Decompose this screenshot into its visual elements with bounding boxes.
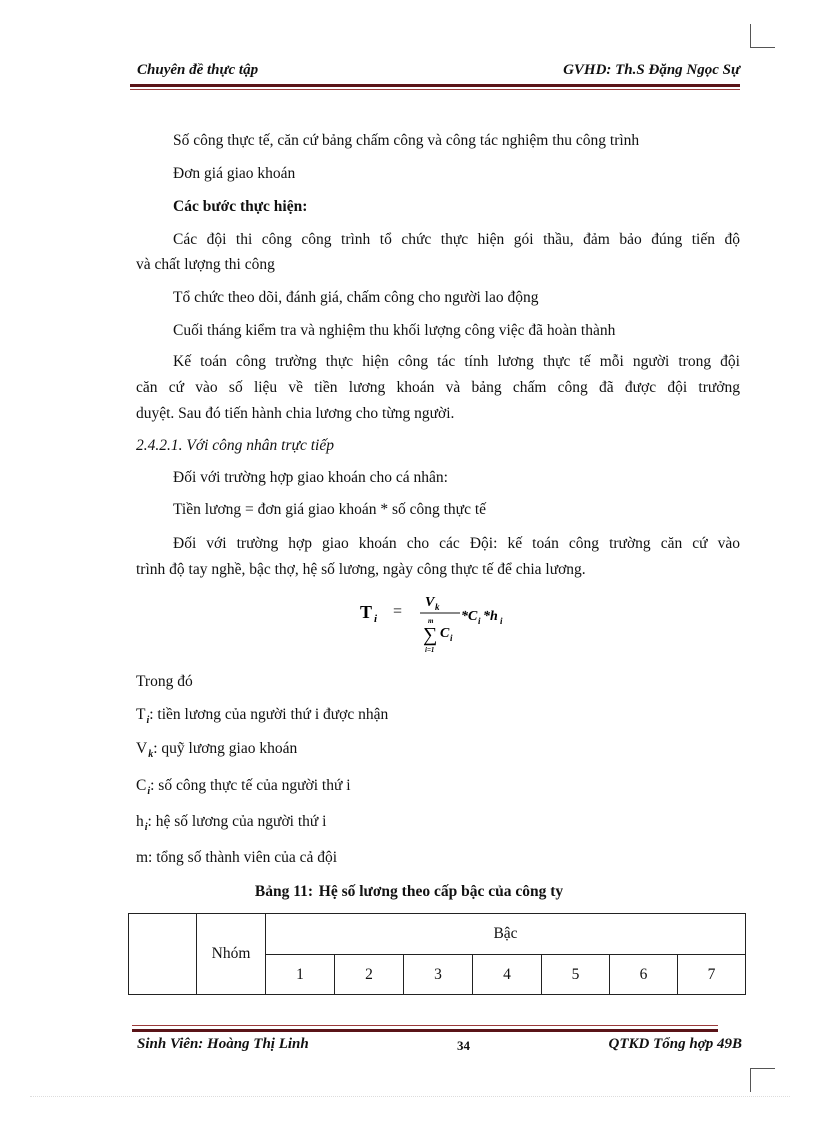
table-header-level: 3 xyxy=(403,954,473,995)
paragraph: Đơn giá giao khoán xyxy=(173,165,296,182)
sum-lower: i=1 xyxy=(425,646,435,654)
trong-do-label: Trong đó xyxy=(136,673,193,690)
formula-multiplier-h-sub: i xyxy=(500,616,503,626)
formula-denominator: C xyxy=(440,626,450,641)
table-header-level: 2 xyxy=(334,954,404,995)
subheading: Các bước thực hiện: xyxy=(173,198,308,215)
paragraph: Kế toán công trường thực hiện công tác tính lương thực tế mỗi người trong đội xyxy=(173,353,740,370)
formula-multiplier-c-sub: i xyxy=(478,616,481,626)
table-caption-label: Bảng 11: xyxy=(254,883,314,900)
formula-equals: = xyxy=(393,603,403,620)
sum-upper: m xyxy=(428,617,434,625)
footer-rule-thin xyxy=(132,1025,718,1026)
table-header-group: Nhóm xyxy=(196,913,266,995)
page-edge xyxy=(30,1096,790,1097)
footer-class: QTKD Tổng hợp 49B xyxy=(608,1036,742,1052)
paragraph: Các đội thi công công trình tổ chức thực hiện gói thầu, đảm bảo đúng tiến độ xyxy=(173,231,740,248)
definition-h: $h_i$: hệ số lương của người thứ i xyxy=(136,813,327,833)
header-rule xyxy=(130,84,740,87)
formula-numerator: V xyxy=(425,595,435,610)
table-caption-title: Hệ số lương theo cấp bậc của công ty xyxy=(318,883,564,900)
table-header-bac: Bậc xyxy=(265,913,746,955)
paragraph: Tổ chức theo dõi, đánh giá, chấm công cho người lao động xyxy=(173,289,539,306)
table-corner-cell xyxy=(128,913,197,995)
corner-mark-top xyxy=(751,47,775,48)
header-rule-thin xyxy=(130,89,740,90)
header-advisor: GVHD: Th.S Đặng Ngọc Sự xyxy=(563,62,740,78)
paragraph: Đối với trường hợp giao khoán cho các Đội: kế toán công trường căn cứ vào xyxy=(173,535,740,552)
table-header-level: 7 xyxy=(677,954,746,995)
footer-student: Sinh Viên: Hoàng Thị Linh xyxy=(137,1036,309,1052)
page-footer xyxy=(132,1034,742,1056)
sum-symbol: ∑ xyxy=(423,624,438,646)
section-heading: 2.4.2.1. Với công nhân trực tiếp xyxy=(136,437,334,454)
definition-v: $V_k$: quỹ lương giao khoán xyxy=(136,740,298,760)
salary-formula xyxy=(360,590,560,660)
definition-m: m: tổng số thành viên của cả đội xyxy=(136,849,338,866)
paragraph: Số công thực tế, căn cứ bảng chấm công và công tác nghiệm thu công trình xyxy=(173,132,640,149)
table-caption xyxy=(0,883,816,901)
paragraph: trình độ tay nghề, bậc thợ, hệ số lương, ngày công thực tế để chia lương. xyxy=(136,561,586,578)
corner-mark-bottom xyxy=(751,1068,775,1069)
table-header-level: 4 xyxy=(472,954,542,995)
footer-rule xyxy=(132,1029,718,1032)
formula-multiplier-h: *h xyxy=(483,609,498,624)
formula-multiplier-c: *C xyxy=(461,609,478,624)
paragraph: Tiền lương = đơn giá giao khoán * số công thực tế xyxy=(173,501,487,518)
table-header-level: 5 xyxy=(541,954,610,995)
formula-numerator-sub: k xyxy=(435,602,440,612)
paragraph: Cuối tháng kiểm tra và nghiệm thu khối lượng công việc đã hoàn thành xyxy=(173,322,616,339)
definition-c: $C_i$: số công thực tế của người thứ i xyxy=(136,777,351,797)
corner-mark-top xyxy=(750,24,751,48)
salary-coefficient-table xyxy=(128,913,746,995)
header-title: Chuyên đề thực tập xyxy=(137,62,259,78)
formula-lhs-sub: i xyxy=(374,613,378,625)
page-header xyxy=(132,60,740,82)
formula-denominator-sub: i xyxy=(450,633,453,643)
page-number: 34 xyxy=(457,1038,470,1053)
paragraph: và chất lượng thi công xyxy=(136,256,275,273)
paragraph: căn cứ vào số liệu về tiền lương khoán và bảng chấm công đã được đội trưởng xyxy=(136,379,740,396)
paragraph: duyệt. Sau đó tiến hành chia lương cho từng người. xyxy=(136,405,455,422)
formula-lhs: T xyxy=(360,602,373,622)
paragraph: Đối với trường hợp giao khoán cho cá nhân: xyxy=(173,469,448,486)
definition-t: $T_i$: tiền lương của người thứ i được nhận xyxy=(136,706,389,726)
table-header-level: 6 xyxy=(609,954,678,995)
table-header-level: 1 xyxy=(265,954,335,995)
corner-mark-bottom xyxy=(750,1068,751,1092)
